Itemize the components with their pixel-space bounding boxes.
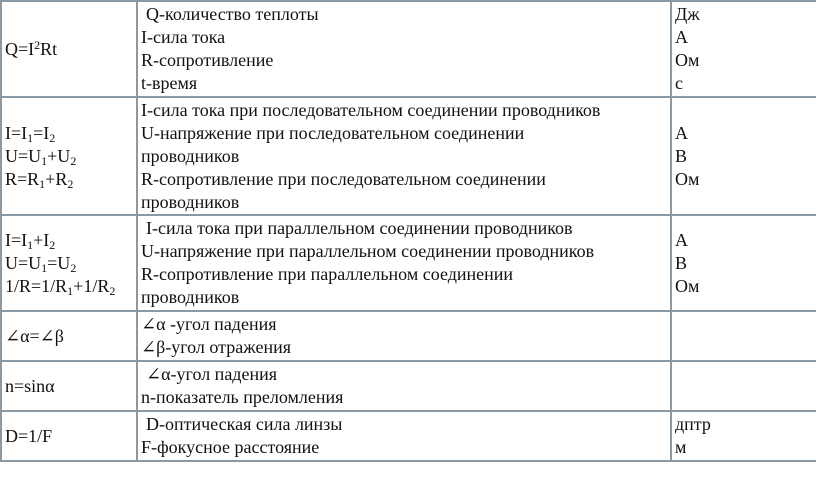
- table-row: [1, 1, 816, 97]
- unit: В: [675, 145, 688, 166]
- formula: ∠α=∠β: [5, 325, 64, 346]
- unit: А: [675, 27, 688, 47]
- units-cell: [671, 1, 816, 97]
- description-line: F-фокусное расстояние: [141, 437, 320, 457]
- unit: А: [675, 229, 688, 250]
- description-cell: [137, 411, 671, 461]
- formula-cell: [1, 97, 137, 215]
- description-cell: [137, 311, 671, 361]
- units-cell: [671, 215, 816, 311]
- formula: $R=R_1+R_2$: [5, 168, 74, 191]
- description-line: U-напряжение при последовательном соединении: [141, 122, 525, 143]
- table-row: [1, 215, 816, 311]
- description-line: I-сила тока: [141, 27, 226, 47]
- formula: D=1/F: [5, 425, 53, 446]
- formula: $I=I_1+I_2$: [5, 229, 56, 252]
- unit: м: [675, 437, 687, 457]
- unit: дптр: [675, 414, 711, 434]
- formula-cell: [1, 311, 137, 361]
- description-line: t-время: [141, 73, 198, 93]
- units-cell: [671, 311, 816, 361]
- description-cell: [137, 97, 671, 215]
- description-line: n-показатель преломления: [141, 387, 344, 407]
- formula-cell: [1, 411, 137, 461]
- description-line: ∠α-угол падения: [146, 364, 278, 384]
- description-line: R-сопротивление: [141, 50, 274, 70]
- description-line: I-сила тока при последовательном соединении проводников: [141, 99, 601, 120]
- table-row: [1, 361, 816, 411]
- units-cell: [671, 361, 816, 411]
- description-cell: [137, 1, 671, 97]
- units-cell: [671, 97, 816, 215]
- table-row: [1, 411, 816, 461]
- formula-cell: [1, 361, 137, 411]
- description-line: ∠β-угол отражения: [141, 337, 291, 357]
- formula: $1/R=1/R_1+1/R_2$: [5, 275, 116, 298]
- formula: $U=U_1=U_2$: [5, 252, 77, 275]
- unit: А: [675, 122, 688, 143]
- formula-cell: [1, 1, 137, 97]
- description-line: проводников: [141, 145, 240, 166]
- table-row: [1, 97, 816, 215]
- table-row: [1, 311, 816, 361]
- description-line: R-сопротивление при параллельном соединении: [141, 264, 514, 284]
- formula: $Q=I^2Rt$: [5, 37, 58, 59]
- unit: Ом: [675, 50, 700, 70]
- formula: $U=U_1+U_2$: [5, 145, 77, 168]
- formula: $I=I_1=I_2$: [5, 122, 56, 145]
- unit: с: [675, 73, 683, 93]
- description-line: Q-количество теплоты: [146, 4, 319, 24]
- description-line: I-сила тока при параллельном соединении проводников: [146, 218, 573, 238]
- units-cell: [671, 411, 816, 461]
- formula-cell: [1, 215, 137, 311]
- unit: Ом: [675, 168, 700, 189]
- unit: Дж: [675, 4, 700, 24]
- description-line: D-оптическая сила линзы: [146, 414, 343, 434]
- description-line: U-напряжение при параллельном соединении проводников: [141, 241, 595, 261]
- description-cell: [137, 215, 671, 311]
- description-cell: [137, 361, 671, 411]
- unit: В: [675, 252, 688, 273]
- formula: n=sinα: [5, 375, 55, 396]
- description-line: R-сопротивление при последовательном соединении: [141, 168, 546, 189]
- description-line: ∠α -угол падения: [141, 314, 277, 334]
- unit: Ом: [675, 275, 700, 296]
- description-line: проводников: [141, 287, 240, 307]
- description-line: проводников: [141, 191, 240, 212]
